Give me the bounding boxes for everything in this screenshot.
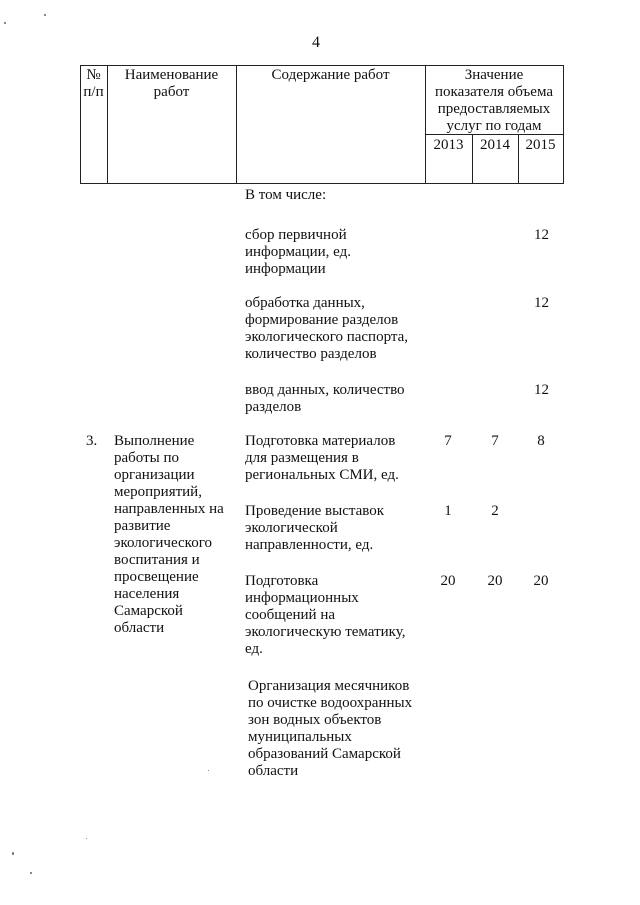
item-name: Выполнение работы по организации мероприятий, направленных на развитие экологического воспитания и просвещение населения Самарской области [114,433,224,636]
sub-row-text: ввод данных, количество разделов [245,382,405,415]
table-top-border [80,65,564,66]
item-row-value-2014: 7 [491,433,499,449]
item-row-text: Подготовка материалов для размещения в региональных СМИ, ед. [245,433,399,483]
page-number: 4 [312,34,320,51]
sub-row-value-2015: 12 [534,227,549,243]
header-content: Содержание работ [271,67,390,83]
item-row-text: Проведение выставок экологической направленности, ед. [245,503,385,553]
scan-speck [44,14,46,16]
sub-row-text: сбор первичной информации, ед. информации [245,227,352,277]
sub-row-value-2015: 12 [534,382,549,398]
item-row-value-2015: 8 [537,433,545,449]
header-num: № п/п [83,67,104,100]
scan-speck [86,838,87,839]
table-bottom-border [80,183,564,184]
item-row-value-2015: 20 [533,573,549,589]
scan-speck [4,22,6,24]
item-row-value-2013: 20 [440,573,456,589]
scan-speck [30,872,32,874]
scan-speck [12,852,14,855]
item-row-text: Подготовка информационных сообщений на экологическую тематику, ед. [245,573,406,657]
sub-row-value-2015: 12 [534,295,549,311]
item-row-value-2013: 7 [444,433,452,449]
item-row-value-2013: 1 [444,503,452,519]
section-label: В том числе: [245,187,327,203]
item-row-value-2014: 20 [487,573,503,589]
scan-speck [208,770,209,771]
header-year-2015: 2015 [525,137,556,153]
header-year-2014: 2014 [480,137,510,153]
item-row-text: Организация месячников по очистке водоохранных зон водных объектов муниципальных образований Самарской области [248,678,413,779]
col-border [563,65,564,184]
header-value: Значение показателя объема предоставляемых услуг по годам [434,67,553,134]
item-row-value-2014: 2 [491,503,499,519]
sub-row-text: обработка данных, формирование разделов экологического паспорта, количество разделов [245,295,409,362]
item-number: 3. [86,433,98,449]
header-name: Наименование работ [124,67,219,100]
header-year-2013: 2013 [433,137,464,153]
